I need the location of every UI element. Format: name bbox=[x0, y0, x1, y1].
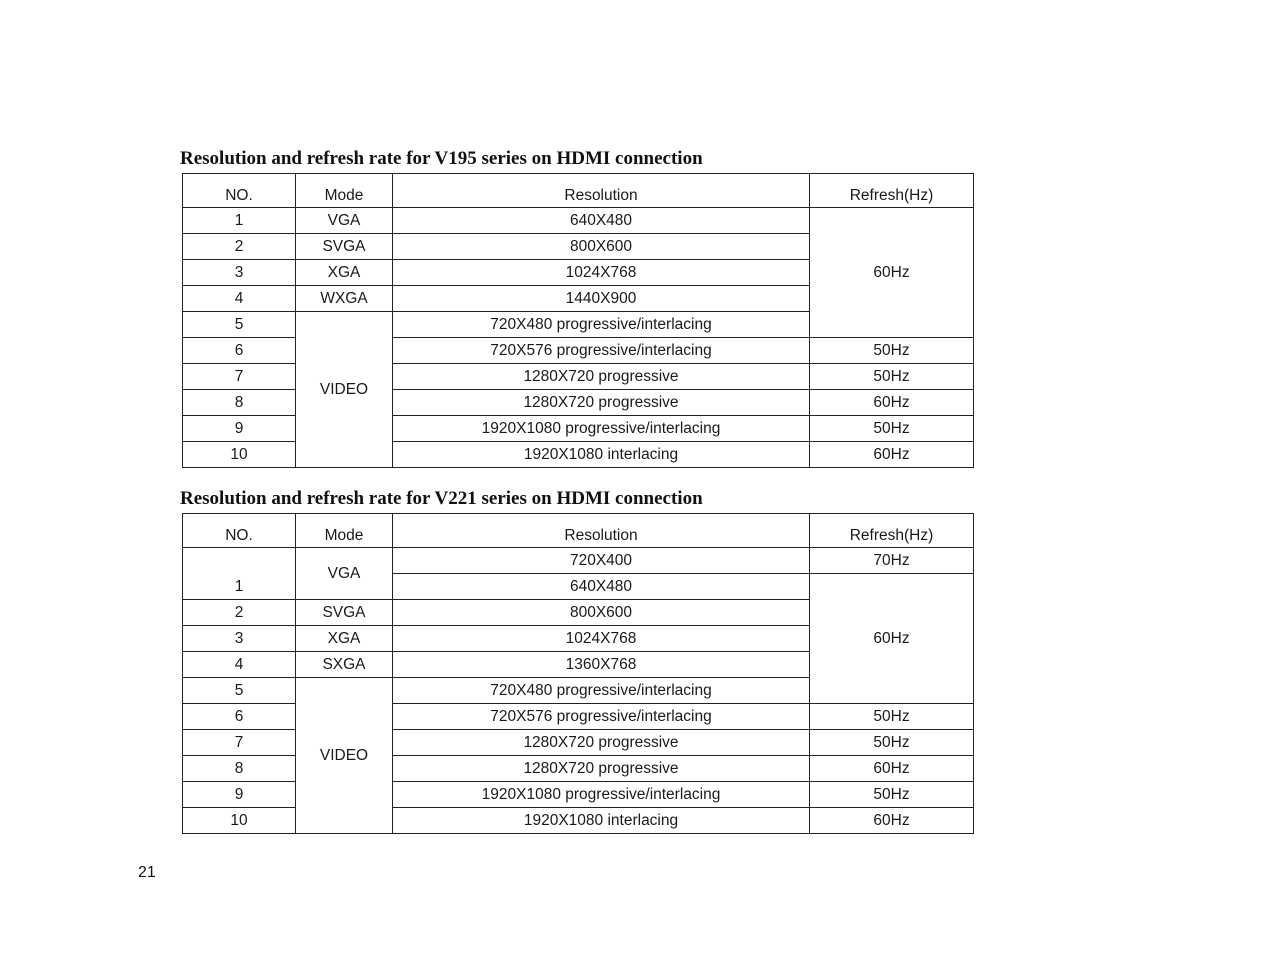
header-no: NO. bbox=[183, 174, 296, 208]
cell-resolution: 720X576 progressive/interlacing bbox=[393, 338, 810, 364]
cell-no: 7 bbox=[183, 364, 296, 390]
cell-resolution: 1280X720 progressive bbox=[393, 390, 810, 416]
cell-no: 10 bbox=[183, 808, 296, 834]
cell-no: 6 bbox=[183, 704, 296, 730]
cell-refresh: 70Hz bbox=[810, 548, 974, 574]
cell-mode: VIDEO bbox=[296, 312, 393, 468]
cell-resolution: 640X480 bbox=[393, 574, 810, 600]
header-mode: Mode bbox=[296, 514, 393, 548]
resolution-table-v221 bbox=[182, 513, 974, 834]
cell-resolution: 720X480 progressive/interlacing bbox=[393, 678, 810, 704]
cell-resolution: 1024X768 bbox=[393, 260, 810, 286]
cell-refresh: 50Hz bbox=[810, 782, 974, 808]
table-header-row bbox=[183, 174, 974, 208]
cell-no: 1 bbox=[183, 208, 296, 234]
cell-resolution: 720X576 progressive/interlacing bbox=[393, 704, 810, 730]
cell-mode: VGA bbox=[296, 208, 393, 234]
cell-resolution: 720X400 bbox=[393, 548, 810, 574]
cell-no: 3 bbox=[183, 260, 296, 286]
cell-no: 8 bbox=[183, 390, 296, 416]
cell-no: 7 bbox=[183, 730, 296, 756]
table-header-row bbox=[183, 514, 974, 548]
cell-resolution: 640X480 bbox=[393, 208, 810, 234]
cell-mode: VGA bbox=[296, 548, 393, 600]
cell-mode: SXGA bbox=[296, 652, 393, 678]
cell-refresh: 50Hz bbox=[810, 416, 974, 442]
cell-resolution: 1280X720 progressive bbox=[393, 730, 810, 756]
resolution-table-v195 bbox=[182, 173, 974, 468]
cell-no: 9 bbox=[183, 782, 296, 808]
cell-resolution: 1920X1080 progressive/interlacing bbox=[393, 782, 810, 808]
cell-resolution: 1440X900 bbox=[393, 286, 810, 312]
cell-mode: XGA bbox=[296, 626, 393, 652]
page-number: 21 bbox=[138, 864, 156, 881]
cell-refresh: 50Hz bbox=[810, 704, 974, 730]
cell-resolution: 1920X1080 interlacing bbox=[393, 808, 810, 834]
cell-no: 3 bbox=[183, 626, 296, 652]
cell-refresh: 60Hz bbox=[810, 390, 974, 416]
cell-refresh: 60Hz bbox=[810, 756, 974, 782]
cell-resolution: 1360X768 bbox=[393, 652, 810, 678]
cell-mode: SVGA bbox=[296, 234, 393, 260]
header-resolution: Resolution bbox=[393, 514, 810, 548]
cell-no: 2 bbox=[183, 234, 296, 260]
cell-no: 2 bbox=[183, 600, 296, 626]
cell-mode: XGA bbox=[296, 260, 393, 286]
cell-resolution: 1280X720 progressive bbox=[393, 756, 810, 782]
header-mode: Mode bbox=[296, 174, 393, 208]
section-title-v221: Resolution and refresh rate for V221 series on HDMI connection bbox=[180, 488, 703, 509]
cell-no: 4 bbox=[183, 652, 296, 678]
cell-no: 5 bbox=[183, 678, 296, 704]
table-row bbox=[183, 548, 974, 574]
header-refresh: Refresh(Hz) bbox=[810, 514, 974, 548]
cell-no: 1 bbox=[183, 548, 296, 600]
cell-refresh: 60Hz bbox=[810, 574, 974, 704]
cell-mode: VIDEO bbox=[296, 678, 393, 834]
cell-no: 6 bbox=[183, 338, 296, 364]
table-row bbox=[183, 208, 974, 234]
cell-no: 9 bbox=[183, 416, 296, 442]
cell-refresh: 60Hz bbox=[810, 208, 974, 338]
cell-refresh: 50Hz bbox=[810, 338, 974, 364]
cell-refresh: 50Hz bbox=[810, 730, 974, 756]
cell-refresh: 60Hz bbox=[810, 442, 974, 468]
cell-resolution: 1920X1080 interlacing bbox=[393, 442, 810, 468]
section-title-v195: Resolution and refresh rate for V195 series on HDMI connection bbox=[180, 148, 703, 169]
header-refresh: Refresh(Hz) bbox=[810, 174, 974, 208]
cell-resolution: 720X480 progressive/interlacing bbox=[393, 312, 810, 338]
cell-resolution: 1024X768 bbox=[393, 626, 810, 652]
cell-resolution: 800X600 bbox=[393, 600, 810, 626]
cell-no: 5 bbox=[183, 312, 296, 338]
cell-mode: WXGA bbox=[296, 286, 393, 312]
cell-no: 8 bbox=[183, 756, 296, 782]
header-resolution: Resolution bbox=[393, 174, 810, 208]
cell-no: 4 bbox=[183, 286, 296, 312]
cell-resolution: 800X600 bbox=[393, 234, 810, 260]
cell-no: 10 bbox=[183, 442, 296, 468]
cell-resolution: 1920X1080 progressive/interlacing bbox=[393, 416, 810, 442]
cell-refresh: 50Hz bbox=[810, 364, 974, 390]
cell-mode: SVGA bbox=[296, 600, 393, 626]
cell-refresh: 60Hz bbox=[810, 808, 974, 834]
cell-resolution: 1280X720 progressive bbox=[393, 364, 810, 390]
header-no: NO. bbox=[183, 514, 296, 548]
